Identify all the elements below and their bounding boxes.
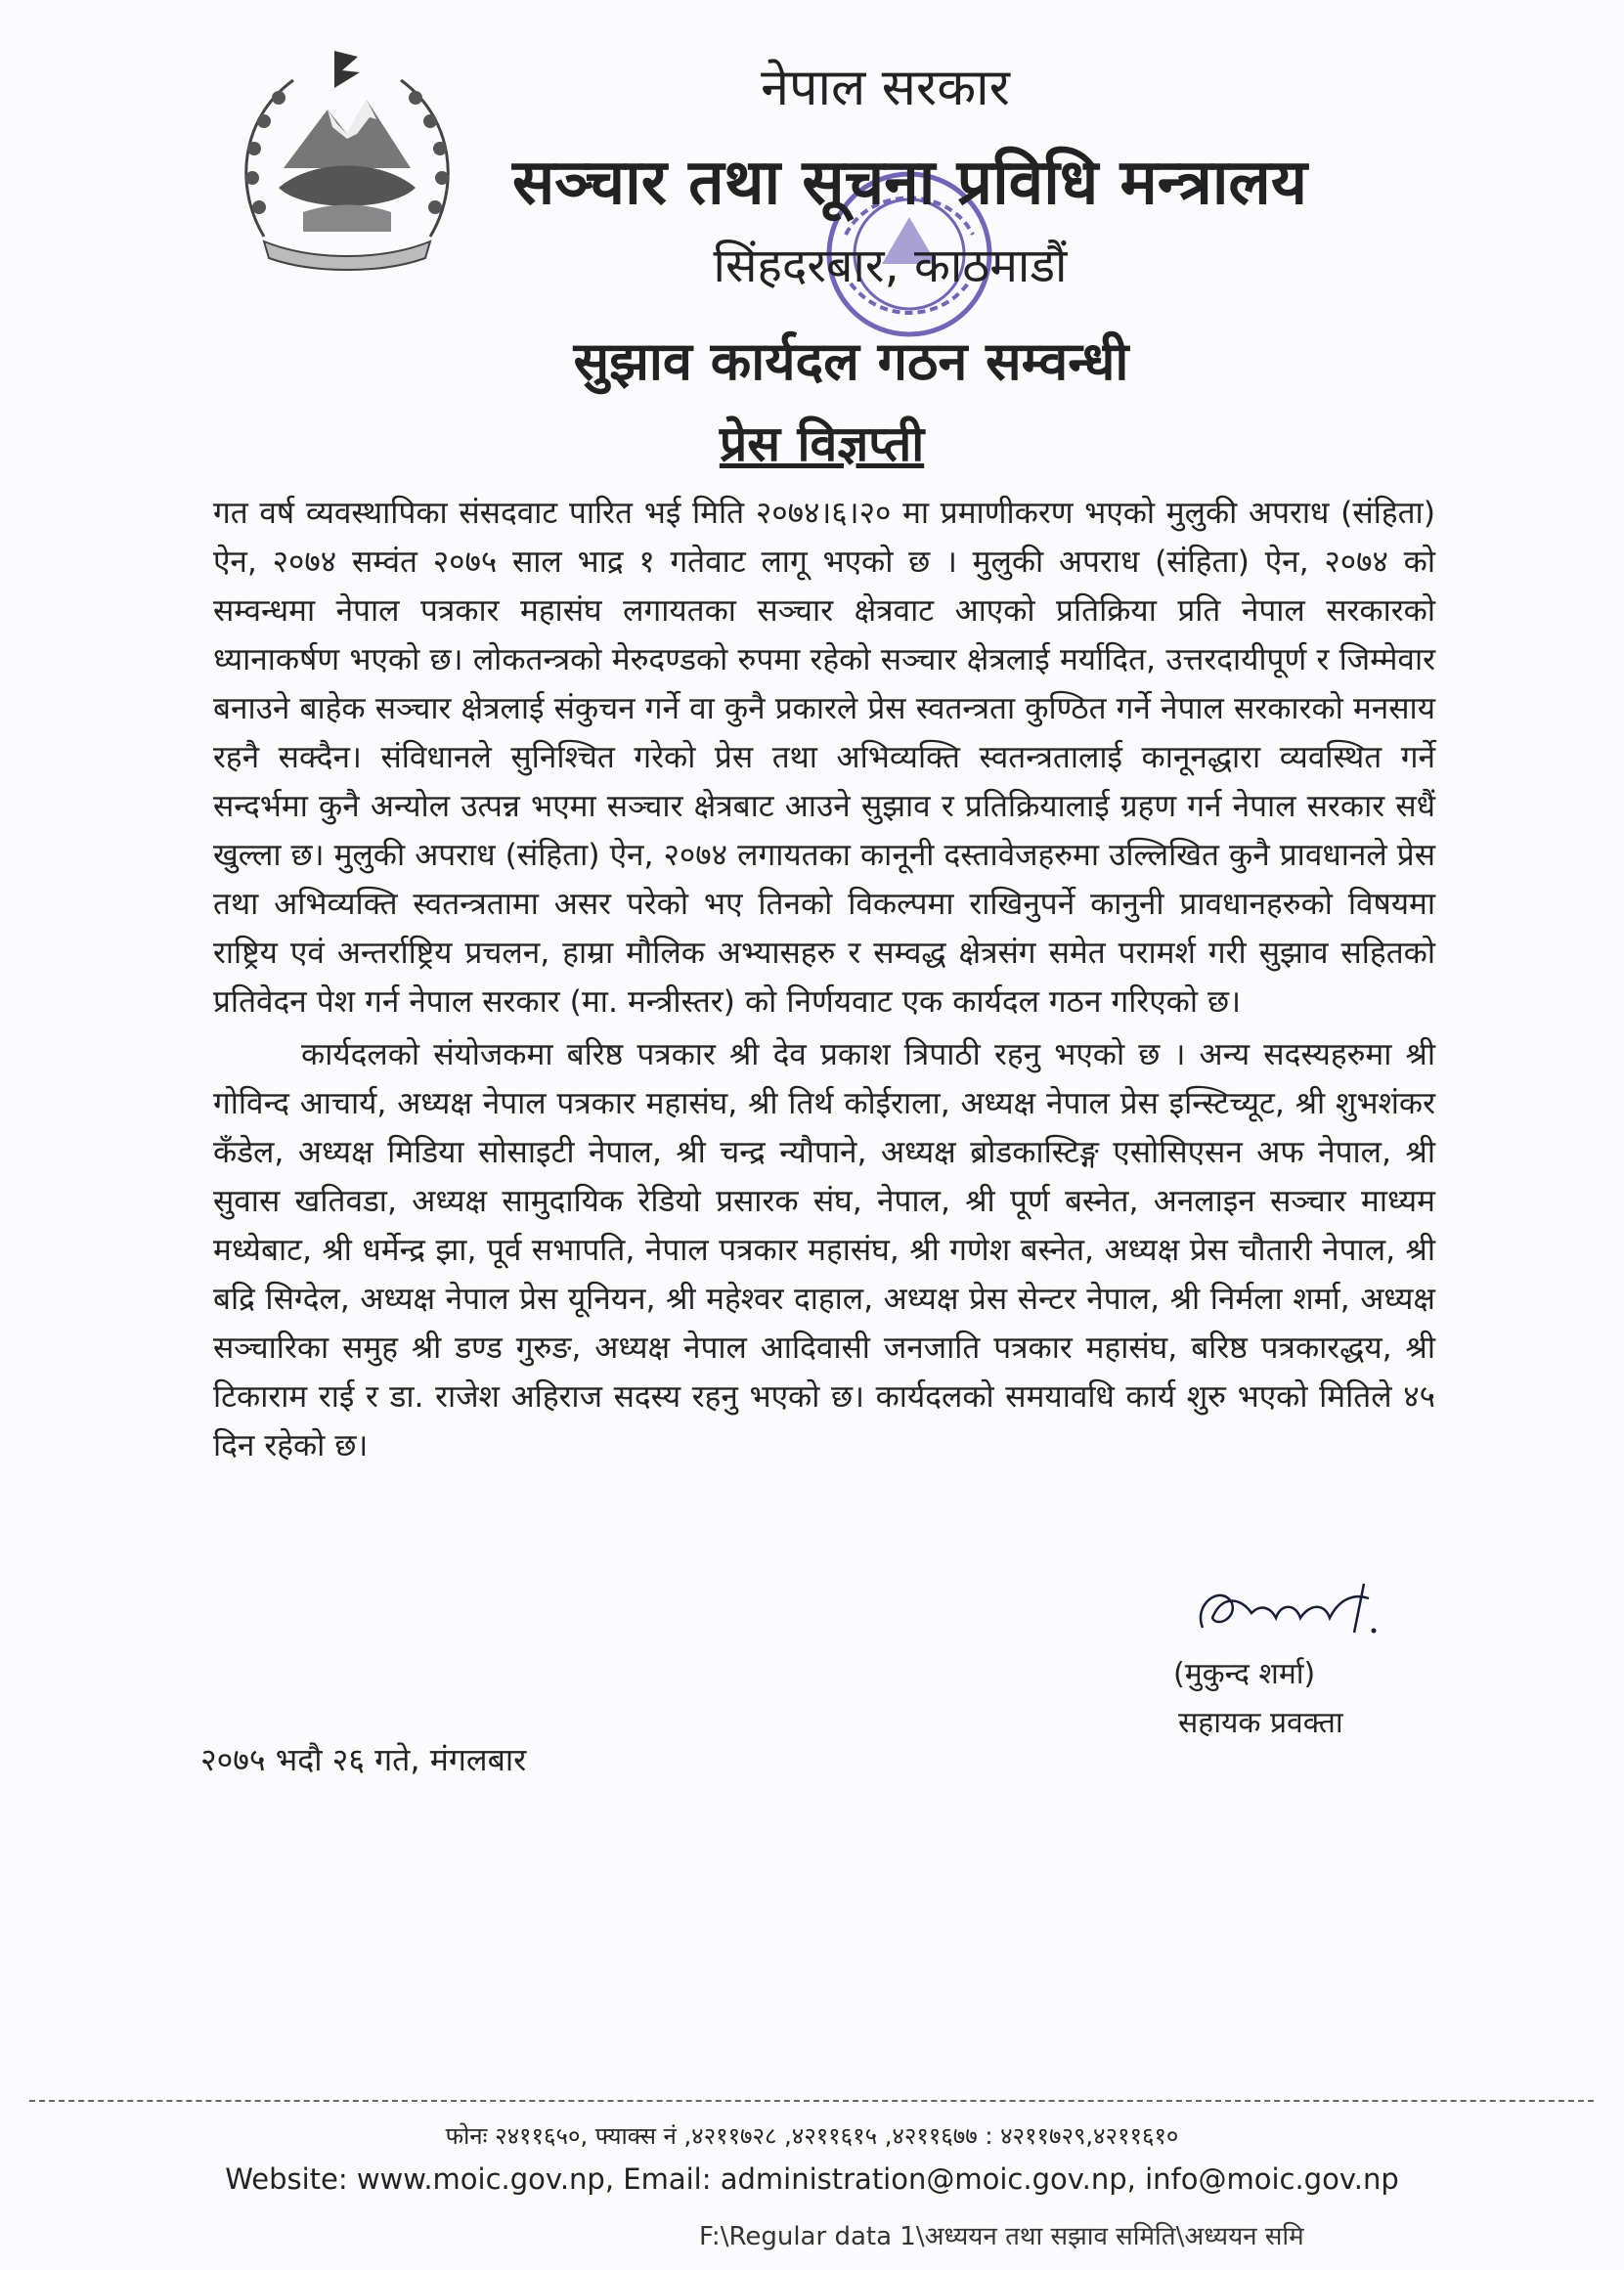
footer-divider	[29, 2100, 1594, 2102]
signatory-designation: सहायक प्रवक्ता	[1178, 1706, 1343, 1740]
document-subtitle: प्रेस विज्ञप्ती	[719, 415, 925, 472]
press-release-body	[213, 489, 1435, 1470]
paragraph-2: कार्यदलको संयोजकमा बरिष्ठ पत्रकार श्री देव प्रकाश त्रिपाठी रहनु भएको छ । अन्य सदस्यहरुमा श्री गोविन्द आचार्य, अध्यक्ष नेपाल पत्रकार महासंघ, श्री तिर्थ कोईराला, अध्यक्ष नेपाल प्रेस इन्स्टिच्यूट, श्री शुभशंकर कँडेल, अध्यक्ष मिडिया सोसाइटी नेपाल, श्री चन्द्र न्यौपाने, अध्यक्ष ब्रोडकास्टिङ्ग एसोसिएसन अफ नेपाल, श्री सुवास खतिवडा, अध्यक्ष सामुदायिक रेडियो प्रसारक संघ, नेपाल, श्री पूर्ण बस्नेत, अनलाइन सञ्चार माध्यम मध्येबाट, श्री धर्मेन्द्र झा, पूर्व सभापति, नेपाल पत्रकार महासंघ, श्री गणेश बस्नेत, अध्यक्ष प्रेस चौतारी नेपाल, श्री बद्रि सिग्देल, अध्यक्ष नेपाल प्रेस यूनियन, श्री महेश्वर दाहाल, अध्यक्ष प्रेस सेन्टर नेपाल, श्री निर्मला शर्मा, अध्यक्ष सञ्चारिका समुह श्री डण्ड गुरुङ, अध्यक्ष नेपाल आदिवासी जनजाति पत्रकार महासंघ, बरिष्ठ पत्रकारद्धय, श्री टिकाराम राई र डा. राजेश अहिराज सदस्य रहनु भएको छ। कार्यदलको समयावधि कार्य शुरु भएको मितिले ४५ दिन रहेको छ।	[213, 1037, 1435, 1463]
signatory-name: (मुकुन्द शर्मा)	[1173, 1657, 1316, 1691]
paragraph-1: गत वर्ष व्यवस्थापिका संसदवाट पारित भई मिति २०७४।६।२० मा प्रमाणीकरण भएको मुलुकी अपराध (संहिता) ऐन, २०७४ सम्वंत २०७५ साल भाद्र १ गतेवाट लागू भएको छ । मुलुकी अपराध (संहिता) ऐन, २०७४ को सम्वन्धमा नेपाल पत्रकार महासंघ लगायतका सञ्चार क्षेत्रवाट आएको प्रतिक्रिया प्रति नेपाल सरकारको ध्यानाकर्षण भएको छ। लोकतन्त्रको मेरुदण्डको रुपमा रहेको सञ्चार क्षेत्रलाई मर्यादित, उत्तरदायीपूर्ण र जिम्मेवार बनाउने बाहेक सञ्चार क्षेत्रलाई संकुचन गर्ने वा कुनै प्रकारले प्रेस स्वतन्त्रता कुण्ठित गर्ने नेपाल सरकारको मनसाय रहनै सक्दैन। संविधानले सुनिश्चित गरेको प्रेस तथा अभिव्यक्ति स्वतन्त्रतालाई कानूनद्धारा व्यवस्थित गर्ने सन्दर्भमा कुनै अन्योल उत्पन्न भएमा सञ्चार क्षेत्रबाट आउने सुझाव र प्रतिक्रियालाई ग्रहण गर्न नेपाल सरकार सधैं खुल्ला छ। मुलुकी अपराध (संहिता) ऐन, २०७४ लगायतका कानूनी दस्तावेजहरुमा उल्लिखित कुनै प्रावधानले प्रेस तथा अभिव्यक्ति स्वतन्त्रतामा असर परेको भए तिनको विकल्पमा राखिनुपर्ने कानुनी प्रावधानहरुको विषयमा राष्ट्रिय एवं अन्तर्राष्ट्रिय प्रचलन, हाम्रा मौलिक अभ्यासहरु र सम्वद्ध क्षेत्रसंग समेत परामर्श गरी सुझाव सहितको प्रतिवेदन पेश गर्न नेपाल सरकार (मा. मन्त्रीस्तर) को निर्णयवाट एक कार्यदल गठन गरिएको छ।	[213, 496, 1435, 1020]
footer-website-email: Website: www.moic.gov.np, Email: administration@moic.gov.np, info@moic.gov.np	[225, 2162, 1399, 2196]
ministry-location: सिंहदरबार, काठमाडौं	[713, 239, 1068, 293]
handwritten-signature	[1183, 1574, 1388, 1652]
document-title: सुझाव कार्यदल गठन सम्वन्धी	[573, 330, 1129, 392]
issue-date: २०७५ भदौ २६ गते, मंगलबार	[200, 1741, 527, 1778]
government-name: नेपाल सरकार	[761, 59, 1010, 117]
ministry-name: सञ्चार तथा सूचना प्रविधि मन्त्रालय	[512, 147, 1307, 219]
file-path-note: F:\Regular data 1\अध्ययन तथा सझाव समिति\अध्ययन समि	[699, 2222, 1304, 2251]
footer-phone-fax: फोनः २४११६५०, फ्याक्स नं ,४२११७२८ ,४२११६१५ ,४२११६७७ : ४२११७२९,४२११६१०	[445, 2122, 1179, 2150]
